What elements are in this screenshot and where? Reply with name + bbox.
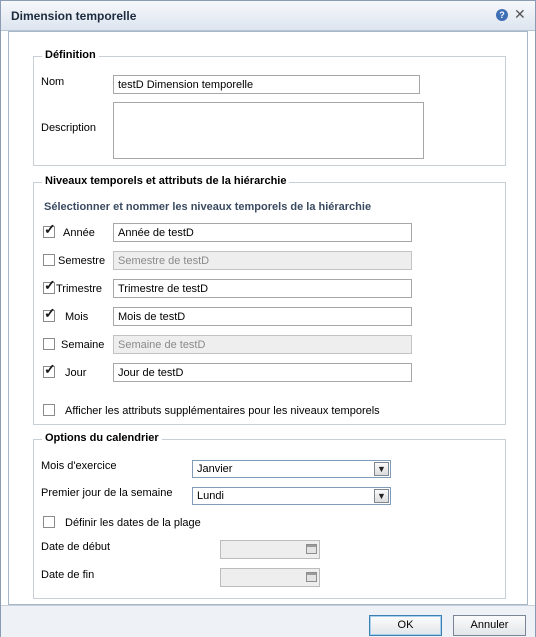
definition-legend: Définition	[42, 49, 99, 61]
start-date-input[interactable]	[220, 540, 320, 559]
level-label-trimestre: Trimestre	[56, 283, 103, 295]
level-input-semestre[interactable]: Semestre de testD	[113, 251, 412, 270]
first-day-select[interactable]	[192, 487, 391, 505]
checkbox-semaine[interactable]	[43, 338, 55, 350]
end-date-input[interactable]	[220, 568, 320, 587]
level-input-jour[interactable]: Jour de testD	[113, 363, 412, 382]
name-input[interactable]: testD Dimension temporelle	[113, 75, 420, 94]
levels-group	[33, 175, 506, 425]
checkbox-date-range[interactable]	[43, 516, 55, 528]
check-icon: ✓	[44, 361, 56, 377]
fiscal-month-select[interactable]	[192, 460, 391, 478]
chevron-down-icon[interactable]: ▼	[374, 489, 389, 503]
level-label-jour: Jour	[65, 367, 87, 379]
ok-button[interactable]: OK	[369, 615, 442, 636]
checkbox-semestre[interactable]	[43, 254, 55, 266]
start-date-label: Date de début	[41, 541, 111, 553]
levels-legend: Niveaux temporels et attributs de la hiérarchie	[42, 175, 289, 187]
checkbox-extra-attributes[interactable]	[43, 404, 55, 416]
level-input-semaine[interactable]: Semaine de testD	[113, 335, 412, 354]
check-icon: ✓	[44, 305, 56, 321]
calendar-legend: Options du calendrier	[42, 432, 162, 444]
level-label-semestre: Semestre	[58, 255, 106, 267]
checkbox-mois[interactable]	[43, 305, 56, 322]
first-day-label: Premier jour de la semaine	[41, 487, 173, 499]
fiscal-month-label: Mois d'exercice	[41, 460, 117, 472]
description-textarea[interactable]	[113, 102, 424, 159]
level-input-annee[interactable]: Année de testD	[113, 223, 412, 242]
description-label: Description	[41, 122, 97, 134]
check-icon: ✓	[44, 277, 56, 293]
cancel-button[interactable]: Annuler	[453, 615, 526, 636]
first-day-value: Lundi	[197, 490, 224, 502]
fiscal-month-value: Janvier	[197, 463, 233, 475]
dialog-title: Dimension temporelle	[11, 9, 137, 23]
level-label-annee: Année	[63, 227, 95, 239]
dialog-content	[8, 31, 528, 605]
level-label-mois: Mois	[65, 311, 89, 323]
checkbox-trimestre[interactable]	[43, 277, 56, 294]
title-bar	[1, 1, 535, 31]
name-label: Nom	[41, 76, 65, 88]
chevron-down-icon[interactable]: ▼	[374, 462, 389, 476]
checkbox-annee[interactable]	[43, 221, 56, 238]
level-input-mois[interactable]: Mois de testD	[113, 307, 412, 326]
calendar-icon[interactable]	[306, 572, 317, 582]
level-label-semaine: Semaine	[61, 339, 105, 351]
help-icon[interactable]: ?	[496, 9, 508, 21]
definition-group	[33, 49, 506, 166]
dialog-footer	[1, 605, 535, 637]
checkbox-jour[interactable]	[43, 361, 56, 378]
level-input-trimestre[interactable]: Trimestre de testD	[113, 279, 412, 298]
close-icon[interactable]: ✕	[514, 6, 526, 22]
levels-subtitle: Sélectionner et nommer les niveaux temporels de la hiérarchie	[44, 201, 372, 213]
calendar-group	[33, 432, 506, 599]
date-range-label: Définir les dates de la plage	[65, 517, 201, 529]
check-icon: ✓	[44, 221, 56, 237]
extra-attributes-label: Afficher les attributs supplémentaires pour les niveaux temporels	[65, 405, 380, 417]
end-date-label: Date de fin	[41, 569, 95, 581]
calendar-icon[interactable]	[306, 544, 317, 554]
